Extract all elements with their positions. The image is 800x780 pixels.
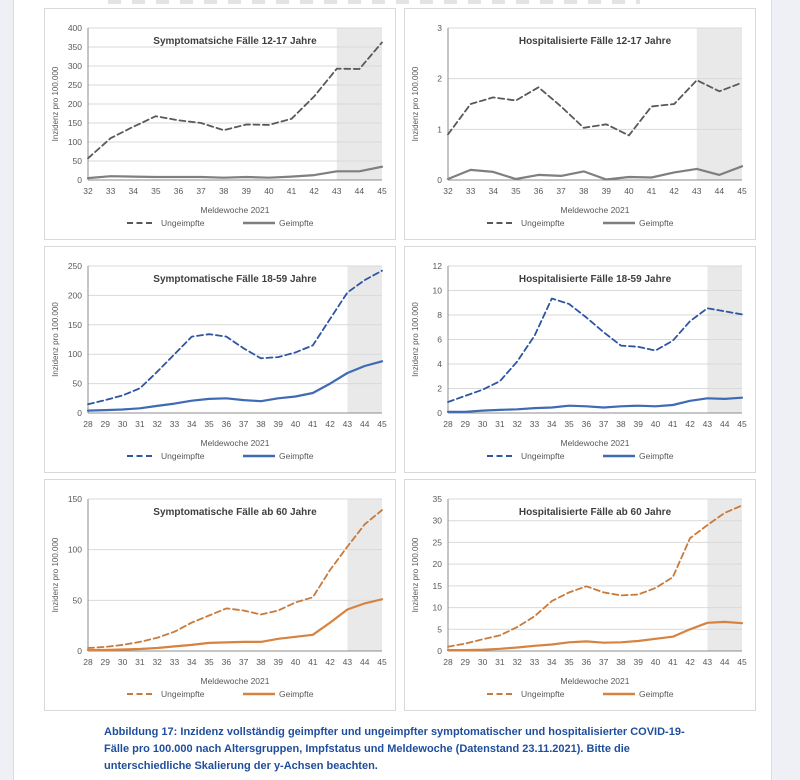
svg-text:42: 42 — [685, 657, 695, 667]
svg-text:0: 0 — [77, 646, 82, 656]
svg-text:0: 0 — [437, 646, 442, 656]
svg-text:50: 50 — [72, 378, 82, 389]
svg-text:34: 34 — [488, 186, 498, 196]
svg-text:36: 36 — [581, 419, 592, 429]
svg-text:Hospitalisierte Fälle 12-17 Ja: Hospitalisierte Fälle 12-17 Jahre — [518, 36, 672, 47]
svg-text:31: 31 — [135, 419, 145, 429]
svg-text:32: 32 — [443, 186, 453, 196]
svg-text:28: 28 — [443, 657, 453, 667]
svg-text:43: 43 — [702, 419, 713, 429]
svg-text:42: 42 — [325, 657, 335, 667]
svg-text:39: 39 — [273, 657, 283, 667]
svg-text:45: 45 — [737, 419, 747, 429]
svg-text:30: 30 — [117, 419, 128, 429]
svg-text:41: 41 — [308, 657, 318, 667]
svg-text:150: 150 — [67, 494, 82, 504]
svg-text:30: 30 — [432, 515, 442, 526]
svg-text:100: 100 — [67, 349, 82, 360]
svg-text:44: 44 — [719, 419, 730, 429]
svg-text:33: 33 — [169, 419, 180, 429]
svg-text:Inzidenz pro 100.000: Inzidenz pro 100.000 — [51, 302, 60, 377]
chart-panel-6 — [404, 479, 756, 711]
chart-panel-4 — [404, 246, 756, 473]
svg-text:41: 41 — [308, 419, 318, 429]
svg-text:43: 43 — [342, 419, 353, 429]
svg-text:0: 0 — [77, 408, 82, 418]
svg-text:Meldewoche 2021: Meldewoche 2021 — [200, 205, 270, 215]
svg-text:150: 150 — [67, 118, 82, 128]
chart-panel-3 — [44, 246, 396, 473]
svg-text:34: 34 — [187, 657, 197, 667]
svg-text:3: 3 — [437, 23, 442, 33]
svg-text:Geimpfte: Geimpfte — [639, 689, 674, 699]
svg-text:28: 28 — [83, 419, 93, 429]
svg-text:250: 250 — [67, 261, 82, 271]
svg-text:32: 32 — [83, 186, 93, 196]
svg-text:Ungeimpfte: Ungeimpfte — [161, 218, 205, 228]
svg-text:39: 39 — [273, 419, 283, 429]
svg-text:41: 41 — [668, 657, 678, 667]
svg-text:Meldewoche 2021: Meldewoche 2021 — [560, 438, 630, 448]
svg-text:20: 20 — [432, 559, 442, 570]
svg-text:31: 31 — [495, 657, 505, 667]
svg-text:28: 28 — [443, 419, 453, 429]
line-chart-1 — [44, 8, 396, 240]
svg-text:43: 43 — [702, 657, 713, 667]
svg-text:38: 38 — [616, 419, 626, 429]
svg-text:44: 44 — [354, 186, 365, 196]
svg-text:Meldewoche 2021: Meldewoche 2021 — [200, 676, 270, 686]
svg-text:Geimpfte: Geimpfte — [639, 451, 674, 461]
svg-text:5: 5 — [437, 624, 442, 635]
svg-text:44: 44 — [359, 657, 370, 667]
svg-text:30: 30 — [477, 657, 488, 667]
svg-text:Symptomatsiche Fälle 12-17 Jah: Symptomatsiche Fälle 12-17 Jahre — [153, 36, 317, 47]
svg-text:34: 34 — [547, 419, 557, 429]
svg-text:Hospitalisierte Fälle 18-59 Ja: Hospitalisierte Fälle 18-59 Jahre — [518, 274, 672, 285]
svg-text:40: 40 — [624, 186, 634, 196]
clipped-text-above — [108, 0, 640, 4]
svg-text:40: 40 — [650, 419, 661, 429]
svg-text:10: 10 — [432, 602, 442, 613]
svg-text:32: 32 — [512, 657, 522, 667]
svg-text:44: 44 — [719, 657, 730, 667]
svg-text:30: 30 — [477, 419, 488, 429]
svg-text:41: 41 — [646, 186, 657, 196]
svg-text:31: 31 — [135, 657, 145, 667]
figure-caption: Abbildung 17: Inzidenz vollständig geimpfter und ungeimpfter symptomatischer und hospitalisierter COVID-19-Fälle pro 100.000 nach Altersgruppen, Impfstatus und Meldewoche (Datenstand 23.11.2021). Bitte die unterschiedliche Skalierung der y-Achsen beachten. — [104, 726, 685, 773]
svg-text:Inzidenz pro 100.000: Inzidenz pro 100.000 — [411, 302, 420, 377]
svg-text:40: 40 — [650, 657, 661, 667]
svg-text:37: 37 — [598, 419, 609, 429]
svg-text:Ungeimpfte: Ungeimpfte — [521, 451, 565, 461]
svg-text:1: 1 — [437, 124, 442, 135]
svg-text:0: 0 — [437, 175, 442, 185]
svg-text:Ungeimpfte: Ungeimpfte — [161, 689, 205, 699]
svg-text:100: 100 — [67, 137, 82, 147]
svg-text:2: 2 — [437, 73, 442, 84]
svg-text:12: 12 — [432, 261, 442, 271]
svg-text:Geimpfte: Geimpfte — [639, 218, 674, 228]
svg-text:42: 42 — [669, 186, 679, 196]
svg-text:45: 45 — [377, 186, 387, 196]
svg-text:Geimpfte: Geimpfte — [279, 218, 314, 228]
chart-panel-2 — [404, 8, 756, 240]
svg-text:28: 28 — [83, 657, 93, 667]
svg-text:39: 39 — [633, 419, 643, 429]
svg-text:50: 50 — [72, 156, 82, 166]
line-chart-6 — [404, 479, 756, 711]
svg-text:38: 38 — [616, 657, 626, 667]
svg-text:35: 35 — [564, 419, 574, 429]
svg-text:0: 0 — [77, 175, 82, 185]
svg-text:42: 42 — [309, 186, 319, 196]
svg-text:Symptomatische Fälle 18-59 Jah: Symptomatische Fälle 18-59 Jahre — [153, 274, 317, 285]
svg-text:40: 40 — [290, 657, 301, 667]
svg-text:25: 25 — [432, 537, 442, 548]
svg-text:Geimpfte: Geimpfte — [279, 689, 314, 699]
svg-text:44: 44 — [714, 186, 725, 196]
page-margin-left — [0, 0, 14, 780]
svg-text:37: 37 — [238, 419, 249, 429]
svg-text:200: 200 — [67, 290, 82, 301]
svg-text:6: 6 — [437, 334, 442, 345]
svg-text:50: 50 — [72, 595, 82, 606]
svg-text:39: 39 — [241, 186, 252, 196]
svg-text:37: 37 — [238, 657, 249, 667]
svg-text:36: 36 — [581, 657, 592, 667]
svg-text:200: 200 — [67, 99, 82, 109]
svg-text:37: 37 — [556, 186, 566, 196]
svg-text:2: 2 — [437, 383, 442, 394]
svg-text:33: 33 — [105, 186, 116, 196]
svg-text:Inzidenz pro 100.000: Inzidenz pro 100.000 — [51, 66, 60, 142]
svg-text:33: 33 — [529, 657, 540, 667]
svg-text:36: 36 — [221, 419, 232, 429]
svg-text:250: 250 — [67, 80, 82, 90]
svg-text:35: 35 — [151, 186, 161, 196]
svg-text:300: 300 — [67, 61, 82, 71]
svg-text:Ungeimpfte: Ungeimpfte — [521, 689, 565, 699]
svg-text:32: 32 — [152, 657, 162, 667]
svg-text:45: 45 — [737, 186, 747, 196]
svg-text:45: 45 — [377, 657, 387, 667]
svg-text:35: 35 — [511, 186, 521, 196]
svg-text:38: 38 — [256, 419, 266, 429]
svg-text:350: 350 — [67, 42, 82, 52]
svg-text:30: 30 — [117, 657, 128, 667]
svg-text:33: 33 — [169, 657, 180, 667]
chart-panel-5 — [44, 479, 396, 711]
svg-text:42: 42 — [325, 419, 335, 429]
svg-text:31: 31 — [495, 419, 505, 429]
svg-text:0: 0 — [437, 408, 442, 418]
svg-text:Inzidenz pro 100.000: Inzidenz pro 100.000 — [411, 66, 420, 142]
chart-panel-1 — [44, 8, 396, 240]
svg-text:8: 8 — [437, 310, 442, 320]
svg-text:Ungeimpfte: Ungeimpfte — [161, 451, 205, 461]
line-chart-4 — [404, 246, 756, 473]
svg-text:29: 29 — [100, 657, 111, 667]
svg-text:29: 29 — [460, 657, 471, 667]
svg-text:36: 36 — [221, 657, 232, 667]
svg-text:37: 37 — [598, 657, 609, 667]
svg-text:40: 40 — [290, 419, 301, 429]
svg-text:39: 39 — [601, 186, 612, 196]
svg-text:45: 45 — [377, 419, 387, 429]
svg-text:41: 41 — [668, 419, 678, 429]
svg-text:42: 42 — [685, 419, 695, 429]
svg-text:Symptomatische Fälle ab 60 Jah: Symptomatische Fälle ab 60 Jahre — [153, 507, 317, 518]
svg-text:38: 38 — [256, 657, 266, 667]
svg-text:34: 34 — [128, 186, 138, 196]
svg-text:40: 40 — [264, 186, 274, 196]
svg-text:38: 38 — [218, 186, 229, 196]
svg-text:41: 41 — [286, 186, 297, 196]
svg-text:34: 34 — [187, 419, 197, 429]
svg-text:43: 43 — [332, 186, 342, 196]
svg-text:400: 400 — [67, 23, 82, 33]
svg-text:Geimpfte: Geimpfte — [279, 451, 314, 461]
svg-text:Inzidenz pro 100.000: Inzidenz pro 100.000 — [51, 537, 60, 613]
svg-text:34: 34 — [547, 657, 557, 667]
svg-text:33: 33 — [465, 186, 476, 196]
svg-text:33: 33 — [529, 419, 540, 429]
svg-text:29: 29 — [100, 419, 111, 429]
svg-text:37: 37 — [196, 186, 206, 196]
svg-text:36: 36 — [533, 186, 544, 196]
svg-text:32: 32 — [152, 419, 162, 429]
svg-text:29: 29 — [460, 419, 471, 429]
svg-text:Ungeimpfte: Ungeimpfte — [521, 218, 565, 228]
svg-text:43: 43 — [342, 657, 353, 667]
line-chart-2 — [404, 8, 756, 240]
svg-text:Meldewoche 2021: Meldewoche 2021 — [560, 676, 630, 686]
svg-text:15: 15 — [432, 580, 442, 591]
svg-text:35: 35 — [432, 494, 442, 504]
svg-text:4: 4 — [437, 359, 442, 369]
svg-text:Inzidenz pro 100.000: Inzidenz pro 100.000 — [411, 537, 420, 613]
page-margin-right — [771, 0, 800, 780]
svg-text:44: 44 — [359, 419, 370, 429]
svg-text:Meldewoche 2021: Meldewoche 2021 — [200, 438, 270, 448]
svg-text:Meldewoche 2021: Meldewoche 2021 — [560, 205, 630, 215]
line-chart-3 — [44, 246, 396, 473]
svg-text:10: 10 — [432, 285, 442, 296]
svg-text:35: 35 — [564, 657, 574, 667]
svg-text:Hospitalisierte Fälle ab 60 Ja: Hospitalisierte Fälle ab 60 Jahre — [518, 507, 672, 518]
svg-text:36: 36 — [173, 186, 184, 196]
svg-text:100: 100 — [67, 544, 82, 555]
svg-text:38: 38 — [578, 186, 589, 196]
svg-text:43: 43 — [692, 186, 702, 196]
svg-text:32: 32 — [512, 419, 522, 429]
line-chart-5 — [44, 479, 396, 711]
svg-text:35: 35 — [204, 657, 214, 667]
svg-text:45: 45 — [737, 657, 747, 667]
svg-text:150: 150 — [67, 319, 82, 330]
svg-text:39: 39 — [633, 657, 643, 667]
svg-text:35: 35 — [204, 419, 214, 429]
